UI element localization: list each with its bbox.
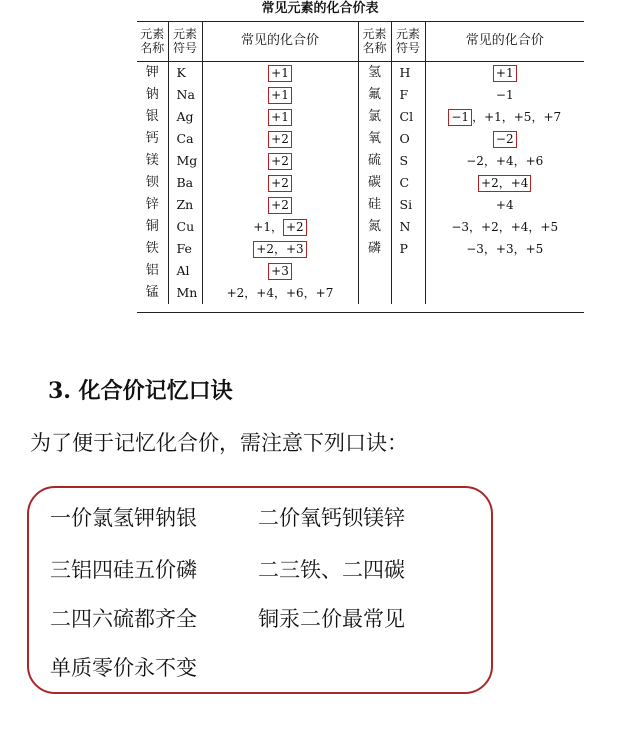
valence-cell <box>202 106 358 128</box>
table-row <box>137 150 584 172</box>
element-symbol-cell: Na <box>168 84 202 106</box>
element-symbol-cell: Mg <box>168 150 202 172</box>
valence-cell <box>425 194 584 216</box>
element-symbol-cell: Mn <box>168 282 202 304</box>
element-symbol-cell: O <box>391 128 425 150</box>
boxed-valence: +1 <box>268 65 292 82</box>
boxed-valence: −1 <box>448 109 472 126</box>
table-row <box>137 216 584 238</box>
table-row <box>137 84 584 106</box>
element-name-cell: 碳 <box>358 172 391 194</box>
valence-cell <box>202 282 358 304</box>
valence-cell <box>425 238 584 260</box>
valence-cell <box>202 238 358 260</box>
table-row <box>137 172 584 194</box>
table-row <box>137 194 584 216</box>
element-symbol-cell: Cu <box>168 216 202 238</box>
valence-cell <box>425 150 584 172</box>
element-symbol-cell: C <box>391 172 425 194</box>
valence-cell <box>425 282 584 304</box>
boxed-valence: +2 <box>268 175 292 192</box>
header-valence: 常见的化合价 <box>425 21 584 62</box>
valence-cell <box>202 260 358 282</box>
element-symbol-cell <box>391 260 425 282</box>
valence-cell <box>425 260 584 282</box>
element-name-cell: 镁 <box>145 153 159 168</box>
element-symbol-cell: F <box>391 84 425 106</box>
boxed-valence: +1 <box>268 109 292 126</box>
element-name-cell: 铝 <box>145 263 159 278</box>
element-name-cell: 钙 <box>145 131 159 146</box>
element-symbol-cell <box>391 282 425 304</box>
rhyme-line: 二四六硫都齐全 <box>50 607 197 631</box>
rhyme-line: 三铝四硅五价磷 <box>50 558 197 582</box>
element-name-cell: 氟 <box>358 84 391 106</box>
boxed-valence: −2 <box>493 131 517 148</box>
table-row <box>137 282 584 304</box>
boxed-valence: +3 <box>268 263 292 280</box>
valence-cell <box>202 216 358 238</box>
valence-text: −1 <box>495 88 514 102</box>
element-name-cell: 锰 <box>145 285 159 300</box>
valence-cell <box>202 150 358 172</box>
element-name-cell: 氧 <box>358 128 391 150</box>
header-valence: 常见的化合价 <box>202 21 358 62</box>
element-name-cell: 硫 <box>358 150 391 172</box>
table-row <box>137 260 584 282</box>
element-name-cell: 氮 <box>358 216 391 238</box>
valence-text: −2，+4，+6 <box>466 154 544 168</box>
valence-cell <box>202 84 358 106</box>
element-name-cell: 硅 <box>358 194 391 216</box>
element-symbol-cell: Cl <box>391 106 425 128</box>
boxed-valence: +1 <box>493 65 517 82</box>
element-name-cell: 氯 <box>358 106 391 128</box>
section-heading: 3. 化合价记忆口诀 <box>48 378 233 404</box>
element-symbol-cell: Ba <box>168 172 202 194</box>
table-title: 常见元素的化合价表 <box>261 1 379 16</box>
rhyme-line: 单质零价永不变 <box>50 656 197 680</box>
table-row <box>137 106 584 128</box>
valence-cell <box>202 194 358 216</box>
table-row <box>137 62 584 85</box>
valence-cell <box>202 62 358 85</box>
valence-cell <box>425 216 584 238</box>
valence-cell <box>202 172 358 194</box>
valence-cell <box>425 128 584 150</box>
element-name-cell: 磷 <box>358 238 391 260</box>
valence-text: ，+1，+5，+7 <box>472 110 562 124</box>
element-symbol-cell: S <box>391 150 425 172</box>
boxed-valence: +2 <box>268 131 292 148</box>
boxed-valence: +2，+4 <box>478 175 531 192</box>
element-name-cell: 银 <box>145 109 159 124</box>
boxed-valence: +2，+3 <box>253 241 306 258</box>
header-element-name: 元素名称 <box>137 21 168 62</box>
valence-text: +1， <box>253 220 283 234</box>
header-element-symbol: 元素符号 <box>168 21 202 62</box>
element-name-cell: 钾 <box>145 65 159 80</box>
valence-text: +4 <box>495 198 514 212</box>
section-intro: 为了便于记忆化合价，需注意下列口诀： <box>30 431 408 455</box>
element-name-cell: 钡 <box>145 175 159 190</box>
element-symbol-cell: N <box>391 216 425 238</box>
element-symbol-cell: Ca <box>168 128 202 150</box>
rhyme-line: 二价氧钙钡镁锌 <box>258 506 405 530</box>
element-name-cell: 氢 <box>358 62 391 85</box>
valence-cell <box>425 84 584 106</box>
element-symbol-cell: K <box>168 62 202 85</box>
element-symbol-cell: P <box>391 238 425 260</box>
element-name-cell <box>358 260 391 282</box>
valence-text: −3，+2，+4，+5 <box>451 220 559 234</box>
boxed-valence: +2 <box>283 219 307 236</box>
rhyme-line: 二三铁、二四碳 <box>258 558 405 582</box>
valence-cell <box>425 172 584 194</box>
boxed-valence: +2 <box>268 153 292 170</box>
valence-text: +2，+4，+6，+7 <box>226 286 334 300</box>
element-name-cell: 钠 <box>145 87 159 102</box>
element-symbol-cell: Fe <box>168 238 202 260</box>
rhyme-line: 铜汞二价最常见 <box>258 607 405 631</box>
element-symbol-cell: Zn <box>168 194 202 216</box>
element-name-cell: 铜 <box>145 219 159 234</box>
table-row <box>137 128 584 150</box>
boxed-valence: +1 <box>268 87 292 104</box>
header-element-symbol: 元素符号 <box>391 21 425 62</box>
valence-cell <box>425 62 584 85</box>
valence-text: −3，+3，+5 <box>466 242 544 256</box>
valence-cell <box>202 128 358 150</box>
header-element-name: 元素名称 <box>358 21 391 62</box>
valence-table <box>137 21 584 304</box>
rhyme-line: 一价氯氢钾钠银 <box>50 506 197 530</box>
element-symbol-cell: H <box>391 62 425 85</box>
element-symbol-cell: Ag <box>168 106 202 128</box>
table-row <box>137 238 584 260</box>
boxed-valence: +2 <box>268 197 292 214</box>
element-symbol-cell: Si <box>391 194 425 216</box>
valence-cell <box>425 106 584 128</box>
element-name-cell: 铁 <box>145 241 159 256</box>
element-symbol-cell: Al <box>168 260 202 282</box>
element-name-cell: 锌 <box>145 197 159 212</box>
element-name-cell <box>358 282 391 304</box>
